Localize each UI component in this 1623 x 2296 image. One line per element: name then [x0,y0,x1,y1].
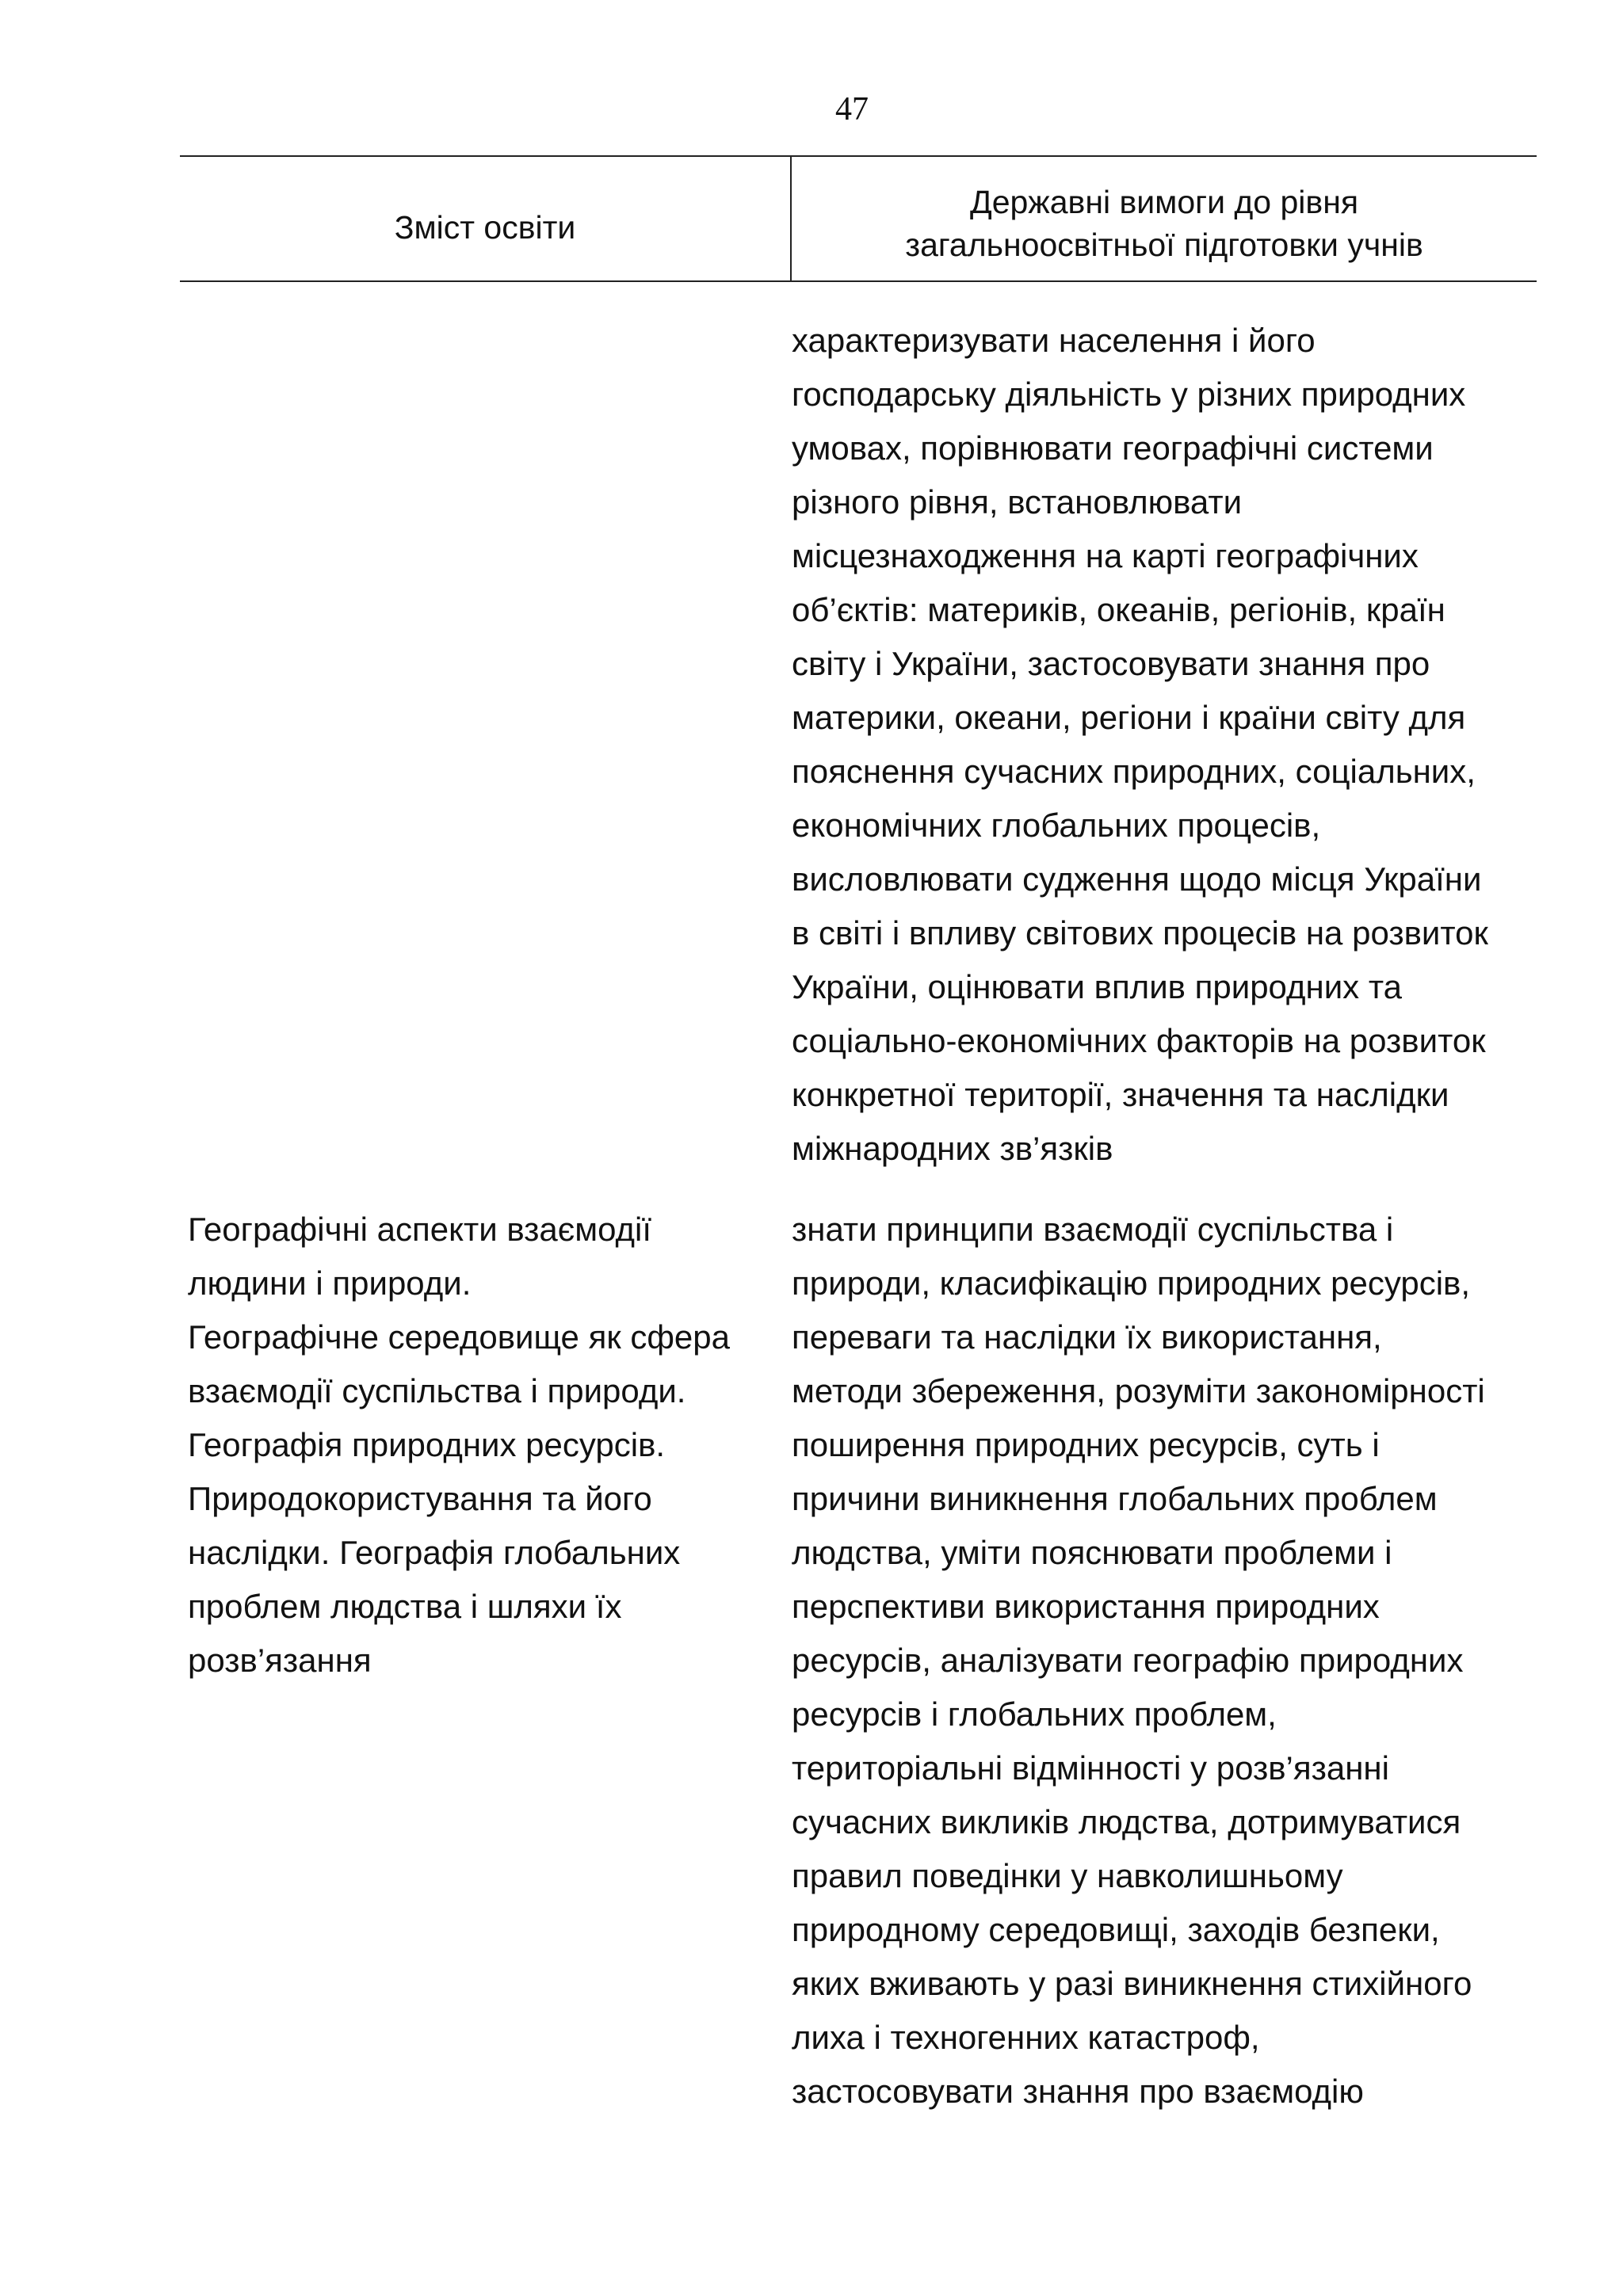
text-line: людини і природи. [188,1264,472,1302]
text-line: об’єктів: материків, океанів, регіонів, країн [792,591,1445,628]
text-line: переваги та наслідки їх використання, [792,1318,1382,1356]
content-cell [188,1203,790,1688]
text-line: умовах, порівнювати географічні системи [792,429,1434,467]
text-line: світу і України, застосовувати знання про [792,645,1430,682]
header-education-content: Зміст освіти [394,209,576,246]
text-line: материки, океани, регіони і країни світу для [792,699,1466,736]
text-line: проблем людства і шляхи їх [188,1588,622,1625]
header-state-requirements [792,181,1537,266]
table-header [180,155,1537,282]
text-line: сучасних викликів людства, дотримуватися [792,1803,1461,1840]
curriculum-table [180,155,1537,2110]
text-line: місцезнаходження на карті географічних [792,537,1419,574]
text-line: знати принципи взаємодії суспільства і [792,1211,1394,1248]
text-line: міжнародних зв’язків [792,1130,1113,1167]
text-line: перспективи використання природних [792,1588,1380,1625]
text-line: територіальні відмінності у розв’язанні [792,1749,1389,1787]
text-line: природному середовищі, заходів безпеки, [792,1911,1440,1948]
text-line: причини виникнення глобальних проблем [792,1480,1438,1517]
text-line: ресурсів, аналізувати географію природних [792,1642,1464,1679]
text-line: поширення природних ресурсів, суть і [792,1426,1380,1463]
text-line: України, оцінювати вплив природних та [792,968,1402,1005]
text-line: Географія природних ресурсів. [188,1426,666,1463]
text-line: застосовувати знання про взаємодію [792,2073,1364,2110]
text-line: яких вживають у разі виникнення стихійного [792,1965,1472,2002]
text-line: наслідки. Географія глобальних [188,1534,681,1571]
text-line: в світі і впливу світових процесів на розвиток [792,914,1488,952]
text-line: лиха і техногенних катастроф, [792,2019,1260,2056]
text-line: різного рівня, встановлювати [792,483,1243,521]
text-line: конкретної території, значення та наслідки [792,1076,1449,1113]
requirements-cell [792,314,1545,1176]
text-line: методи збереження, розуміти закономірності [792,1372,1485,1409]
text-line: економічних глобальних процесів, [792,807,1321,844]
text-line: Географічні аспекти взаємодії [188,1211,652,1248]
text-line: природи, класифікацію природних ресурсів, [792,1264,1471,1302]
text-line: Природокористування та його [188,1480,652,1517]
header-requirements-line: загальноосвітньої підготовки учнів [905,227,1423,263]
text-line: висловлювати судження щодо місця України [792,860,1482,898]
header-requirements-line: Державні вимоги до рівня [969,184,1359,220]
text-line: соціально-економічних факторів на розвиток [792,1022,1486,1059]
text-line: характеризувати населення і його [792,322,1316,359]
text-line: правил поведінки у навколишньому [792,1857,1343,1894]
page-number: 47 [835,91,869,128]
text-line: людства, уміти пояснювати проблеми і [792,1534,1392,1571]
text-line: ресурсів і глобальних проблем, [792,1695,1277,1733]
requirements-cell [792,1203,1545,2119]
text-line: Географічне середовище як сфера [188,1318,730,1356]
text-line: розв’язання [188,1642,372,1679]
text-line: пояснення сучасних природних, соціальних, [792,753,1476,790]
text-line: взаємодії суспільства і природи. [188,1372,686,1409]
text-line: господарську діяльність у різних природних [792,376,1466,413]
